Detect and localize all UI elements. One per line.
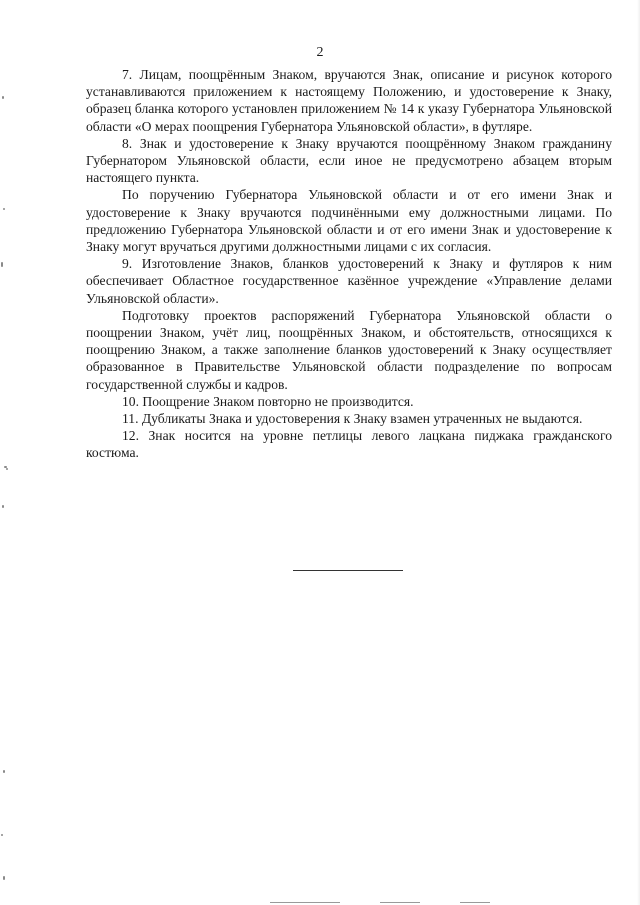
scan-bottom-artifact <box>380 902 420 903</box>
document-body <box>86 66 612 462</box>
page-number: 2 <box>316 45 324 60</box>
paragraph-7: 7. Лицам, поощрённым Знаком, вручаются Знак, описание и рисунок которого устанавливаются приложением к настоящему Положению, и удостоверение к Знаку, образец бланка которого установлен приложением № 14 к указу Губернатора Ульяновской области «О мерах поощрения Губернатора Ульяновской области», в футляре. <box>86 67 612 134</box>
scan-edge-artifacts <box>0 0 14 905</box>
closing-divider <box>293 570 403 571</box>
paragraph-9-preparation: Подготовку проектов распоряжений Губернатора Ульяновской области о поощрении Знаком, учёт лиц, поощрённых Знаком, и обстоятельств, относящихся к поощрению Знаком, а также заполнение бланков удостоверений к Знаку осуществляет образованное в Правительстве Ульяновской области подразделение по вопросам государственной службы и кадров. <box>86 307 612 392</box>
paragraph-12: 12. Знак носится на уровне петлицы левого лацкана пиджака гражданского костюма. <box>86 428 612 461</box>
paragraph-9: 9. Изготовление Знаков, бланков удостоверений к Знаку и футляров к ним обеспечивает Областное государственное казённое учреждение «Управление делами Ульяновской области». <box>86 256 612 306</box>
scan-bottom-artifact <box>270 902 340 903</box>
scan-bottom-artifact <box>460 902 490 903</box>
paragraph-10: 10. Поощрение Знаком повторно не производится. <box>122 393 414 409</box>
paragraph-8-delegation: По поручению Губернатора Ульяновской области и от его имени Знак и удостоверение к Знаку вручаются подчинёнными ему должностными лицами. По предложению Губернатора Ульяновской области и от его имени Знак и удостоверение к Знаку могут вручаться другими должностными лицами с их согласия. <box>86 187 612 255</box>
paragraph-11: 11. Дубликаты Знака и удостоверения к Знаку взамен утраченных не выдаются. <box>122 411 583 427</box>
paragraph-8: 8. Знак и удостоверение к Знаку вручаются поощрённому Знаком гражданину Губернатором Ульяновской области, если иное не предусмотрено абзацем вторым настоящего пункта. <box>86 135 612 186</box>
